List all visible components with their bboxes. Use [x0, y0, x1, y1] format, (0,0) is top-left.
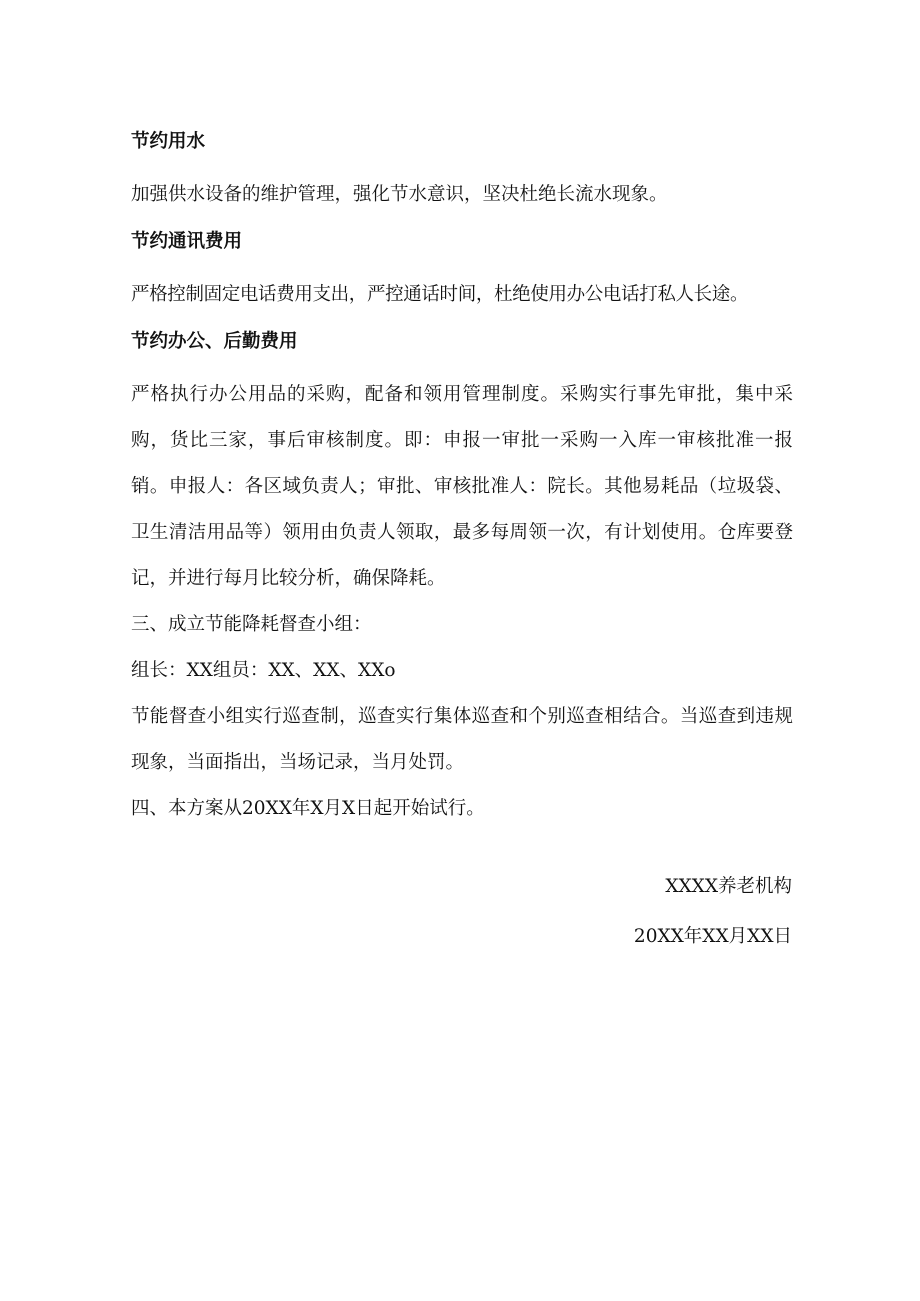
signature-date: 20XX年XX月XX日 — [633, 926, 792, 947]
heading-save-water: 节约用水 — [131, 131, 206, 152]
section-four-text: 四、本方案从20XX年X月X日起开始试行。 — [131, 798, 485, 819]
section-three-title: 三、成立节能降耗督查小组： — [131, 614, 372, 635]
paragraph-save-water: 加强供水设备的维护管理，强化节水意识，坚决杜绝长流水现象。 — [131, 184, 668, 205]
section-three-description: 节能督查小组实行巡查制，巡查实行集体巡查和个别巡查相结合。当巡查到违规现象，当面指出，当场记录，当月处罚。 — [131, 706, 793, 773]
section-three-members: 组长：XX组员：XX、XX、XXo — [131, 660, 396, 681]
paragraph-save-office-logistics: 严格执行办公用品的采购，配备和领用管理制度。采购实行事先审批，集中采购，货比三家，事后审核制度。即：申报一审批一采购一入库一审核批准一报销。申报人：各区域负责人；审批、审核批准人：院长。其他易耗品（垃圾袋、卫生清洁用品等）领用由负责人领取，最多每周领一次，有计划使用。仓库要登记，并进行每月比较分析，确保降耗。 — [131, 384, 793, 589]
heading-save-communication: 节约通讯费用 — [131, 231, 243, 252]
paragraph-save-communication: 严格控制固定电话费用支出，严控通话时间，杜绝使用办公电话打私人长途。 — [131, 284, 749, 305]
signature-organization: XXXX养老机构 — [665, 876, 792, 897]
document-body — [131, 126, 793, 832]
heading-save-office-logistics: 节约办公、后勤费用 — [131, 331, 298, 352]
